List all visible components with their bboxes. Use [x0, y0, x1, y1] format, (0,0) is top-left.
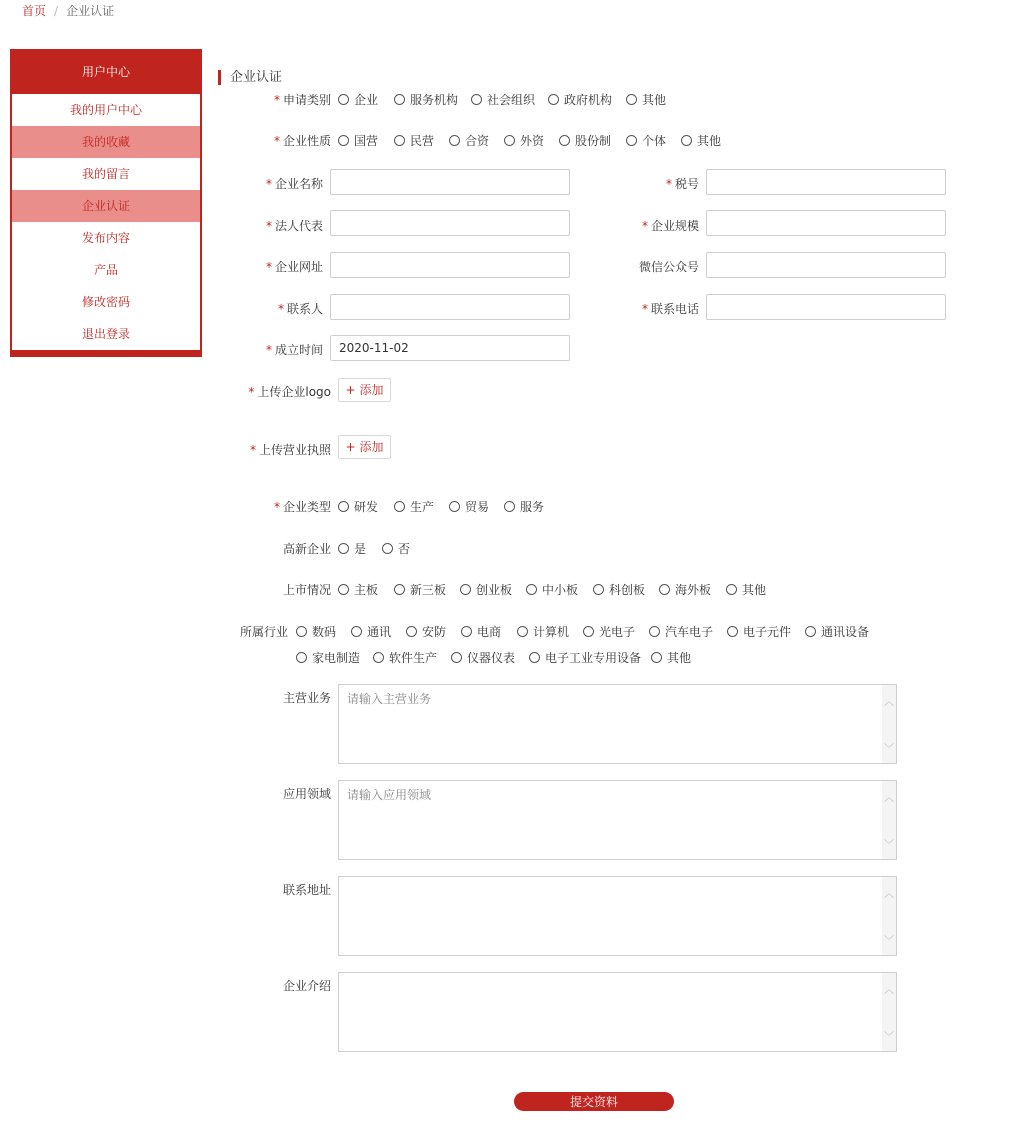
- radio-circle[interactable]: [394, 501, 405, 512]
- breadcrumb: [22, 2, 114, 19]
- wechat-input[interactable]: [706, 252, 946, 278]
- contact-label: * 联系人: [277, 302, 323, 316]
- scrollbar[interactable]: [882, 973, 896, 1051]
- industry-radio-digital[interactable]: 数码: [296, 623, 336, 640]
- radio-circle[interactable]: [651, 652, 662, 663]
- sidebar-item-messages[interactable]: 我的留言: [81, 167, 130, 181]
- listing-radio-sme[interactable]: 中小板: [526, 581, 578, 598]
- phone-label: * 联系电话: [641, 302, 699, 316]
- address-box: [338, 876, 897, 956]
- company-type-label: * 企业类型: [273, 500, 331, 514]
- industry-radio-software[interactable]: 软件生产: [373, 649, 437, 666]
- industry-radio-telecom[interactable]: 通讯: [351, 623, 391, 640]
- sidebar: [10, 49, 202, 357]
- radio-circle[interactable]: [296, 652, 307, 663]
- breadcrumb-home-link[interactable]: 首页: [22, 4, 47, 18]
- industry-radio-security[interactable]: 安防: [406, 623, 446, 640]
- radio-circle[interactable]: [461, 626, 472, 637]
- license-upload-label: * 上传营业执照: [249, 443, 331, 457]
- phone-input[interactable]: [706, 294, 946, 320]
- company-name-label: * 企业名称: [265, 177, 323, 191]
- intro-label: 企业介绍: [282, 979, 331, 993]
- sidebar-item-products[interactable]: 产品: [93, 263, 118, 277]
- high-tech-radio-no[interactable]: 否: [382, 540, 410, 557]
- radio-circle[interactable]: [338, 94, 349, 105]
- radio-circle[interactable]: [504, 135, 515, 146]
- radio-circle[interactable]: [382, 543, 393, 554]
- chevron-up-icon[interactable]: ︿: [884, 793, 894, 804]
- industry-radio-components[interactable]: 电子元件: [727, 623, 791, 640]
- apply-type-radio-social-org[interactable]: 社会组织: [471, 91, 535, 108]
- radio-circle[interactable]: [681, 135, 692, 146]
- apply-type-radio-service-org[interactable]: 服务机构: [394, 91, 458, 108]
- radio-circle[interactable]: [583, 626, 594, 637]
- radio-circle[interactable]: [338, 135, 349, 146]
- radio-circle[interactable]: [649, 626, 660, 637]
- sidebar-title: 用户中心: [81, 65, 130, 79]
- company-nature-radio-other[interactable]: 其他: [681, 132, 721, 149]
- radio-circle[interactable]: [471, 94, 482, 105]
- radio-circle[interactable]: [529, 652, 540, 663]
- company-nature-radio-joint[interactable]: 合资: [449, 132, 489, 149]
- company-nature-label: * 企业性质: [273, 134, 331, 148]
- company-scale-label: * 企业规模: [641, 219, 699, 233]
- scrollbar[interactable]: [882, 781, 896, 859]
- industry-radio-optoelectronics[interactable]: 光电子: [583, 623, 635, 640]
- plus-icon: +: [345, 440, 356, 454]
- listing-radio-overseas[interactable]: 海外板: [659, 581, 711, 598]
- company-nature-radio-individual[interactable]: 个体: [626, 132, 666, 149]
- application-field-box: [338, 780, 897, 860]
- sidebar-item-favorites[interactable]: 我的收藏: [12, 126, 200, 158]
- company-nature-radio-private[interactable]: 民营: [394, 132, 434, 149]
- radio-circle[interactable]: [296, 626, 307, 637]
- high-tech-radio-yes[interactable]: 是: [338, 540, 366, 557]
- radio-circle[interactable]: [373, 652, 384, 663]
- application-field-textarea[interactable]: [339, 781, 883, 859]
- company-type-radio-production[interactable]: 生产: [394, 498, 434, 515]
- radio-circle[interactable]: [338, 584, 349, 595]
- chevron-down-icon[interactable]: ﹀: [884, 1032, 894, 1043]
- breadcrumb-separator: /: [54, 4, 59, 18]
- radio-circle[interactable]: [805, 626, 816, 637]
- radio-circle[interactable]: [626, 135, 637, 146]
- sidebar-item-logout[interactable]: 退出登录: [81, 327, 130, 341]
- radio-circle[interactable]: [338, 501, 349, 512]
- radio-circle[interactable]: [526, 584, 537, 595]
- address-label: 联系地址: [282, 883, 331, 897]
- application-field-label: 应用领域: [282, 787, 331, 801]
- radio-circle[interactable]: [394, 584, 405, 595]
- chevron-up-icon[interactable]: ︿: [884, 889, 894, 900]
- intro-box: [338, 972, 897, 1052]
- company-type-radio-rnd[interactable]: 研发: [338, 498, 378, 515]
- radio-circle[interactable]: [449, 501, 460, 512]
- radio-circle[interactable]: [394, 94, 405, 105]
- industry-radio-instruments[interactable]: 仪器仪表: [451, 649, 515, 666]
- chevron-up-icon[interactable]: ︿: [884, 985, 894, 996]
- chevron-down-icon[interactable]: ﹀: [884, 840, 894, 851]
- radio-circle[interactable]: [338, 543, 349, 554]
- sidebar-item-publish[interactable]: 发布内容: [81, 231, 130, 245]
- radio-circle[interactable]: [449, 135, 460, 146]
- industry-radio-auto-electronics[interactable]: 汽车电子: [649, 623, 713, 640]
- radio-circle[interactable]: [593, 584, 604, 595]
- industry-radio-other[interactable]: 其他: [651, 649, 691, 666]
- radio-circle[interactable]: [727, 626, 738, 637]
- address-textarea[interactable]: [339, 877, 883, 955]
- scrollbar[interactable]: [882, 685, 896, 763]
- scrollbar[interactable]: [882, 877, 896, 955]
- company-nature-radio-shareholding[interactable]: 股份制: [559, 132, 611, 149]
- founded-date-input[interactable]: [330, 335, 570, 361]
- main-business-label: 主营业务: [282, 691, 331, 705]
- industry-label: 所属行业: [239, 625, 288, 639]
- radio-circle[interactable]: [394, 135, 405, 146]
- plus-icon: +: [345, 383, 356, 397]
- company-type-radio-trade[interactable]: 贸易: [449, 498, 489, 515]
- radio-circle[interactable]: [659, 584, 670, 595]
- breadcrumb-current: 企业认证: [66, 4, 115, 18]
- sidebar-menu: [12, 94, 200, 350]
- wechat-label: 微信公众号: [638, 260, 699, 274]
- radio-circle[interactable]: [351, 626, 362, 637]
- license-upload-button[interactable]: + 添加: [338, 435, 391, 459]
- sidebar-item-certification[interactable]: 企业认证: [12, 190, 200, 222]
- listing-radio-main-board[interactable]: 主板: [338, 581, 378, 598]
- listing-label: 上市情况: [282, 583, 331, 597]
- founded-label: * 成立时间: [265, 343, 323, 357]
- website-input[interactable]: [330, 252, 570, 278]
- logo-upload-button[interactable]: + 添加: [338, 378, 391, 402]
- industry-radio-ecommerce[interactable]: 电商: [461, 623, 501, 640]
- radio-circle[interactable]: [504, 501, 515, 512]
- company-name-input[interactable]: [330, 169, 570, 195]
- sidebar-item-change-password[interactable]: 修改密码: [81, 295, 130, 309]
- industry-radio-telecom-equipment[interactable]: 通讯设备: [805, 623, 869, 640]
- legal-rep-input[interactable]: [330, 210, 570, 236]
- radio-circle[interactable]: [517, 626, 528, 637]
- radio-circle[interactable]: [726, 584, 737, 595]
- chevron-up-icon[interactable]: ︿: [884, 697, 894, 708]
- industry-radio-computer[interactable]: 计算机: [517, 623, 569, 640]
- tax-id-input[interactable]: [706, 169, 946, 195]
- listing-radio-neeq[interactable]: 新三板: [394, 581, 446, 598]
- company-type-radio-service[interactable]: 服务: [504, 498, 544, 515]
- listing-radio-other[interactable]: 其他: [726, 581, 766, 598]
- radio-circle[interactable]: [406, 626, 417, 637]
- radio-circle[interactable]: [559, 135, 570, 146]
- company-nature-radio-foreign[interactable]: 外资: [504, 132, 544, 149]
- apply-type-radio-government[interactable]: 政府机构: [548, 91, 612, 108]
- radio-circle[interactable]: [460, 584, 471, 595]
- chevron-down-icon[interactable]: ﹀: [884, 744, 894, 755]
- company-nature-radio-state[interactable]: 国营: [338, 132, 378, 149]
- intro-textarea[interactable]: [339, 973, 883, 1051]
- sidebar-item-my-center[interactable]: 我的用户中心: [69, 103, 142, 117]
- logo-upload-label: * 上传企业logo: [248, 385, 331, 399]
- main-business-box: [338, 684, 897, 764]
- radio-circle[interactable]: [451, 652, 462, 663]
- contact-input[interactable]: [330, 294, 570, 320]
- company-scale-input[interactable]: [706, 210, 946, 236]
- apply-type-label: * 申请类别: [273, 93, 331, 107]
- tax-id-label: * 税号: [665, 177, 699, 191]
- website-label: * 企业网址: [265, 260, 323, 274]
- listing-radio-chinext[interactable]: 创业板: [460, 581, 512, 598]
- apply-type-radio-company[interactable]: 企业: [338, 91, 378, 108]
- radio-circle[interactable]: [626, 94, 637, 105]
- main-business-textarea[interactable]: [339, 685, 883, 763]
- chevron-down-icon[interactable]: ﹀: [884, 936, 894, 947]
- submit-button[interactable]: 提交资料: [514, 1092, 674, 1111]
- legal-rep-label: * 法人代表: [265, 219, 323, 233]
- apply-type-radio-other[interactable]: 其他: [626, 91, 666, 108]
- industry-radio-appliances[interactable]: 家电制造: [296, 649, 360, 666]
- radio-circle[interactable]: [548, 94, 559, 105]
- industry-radio-industrial-equipment[interactable]: 电子工业专用设备: [529, 649, 641, 666]
- high-tech-label: 高新企业: [282, 542, 331, 556]
- section-title: 企业认证: [218, 70, 282, 85]
- listing-radio-star[interactable]: 科创板: [593, 581, 645, 598]
